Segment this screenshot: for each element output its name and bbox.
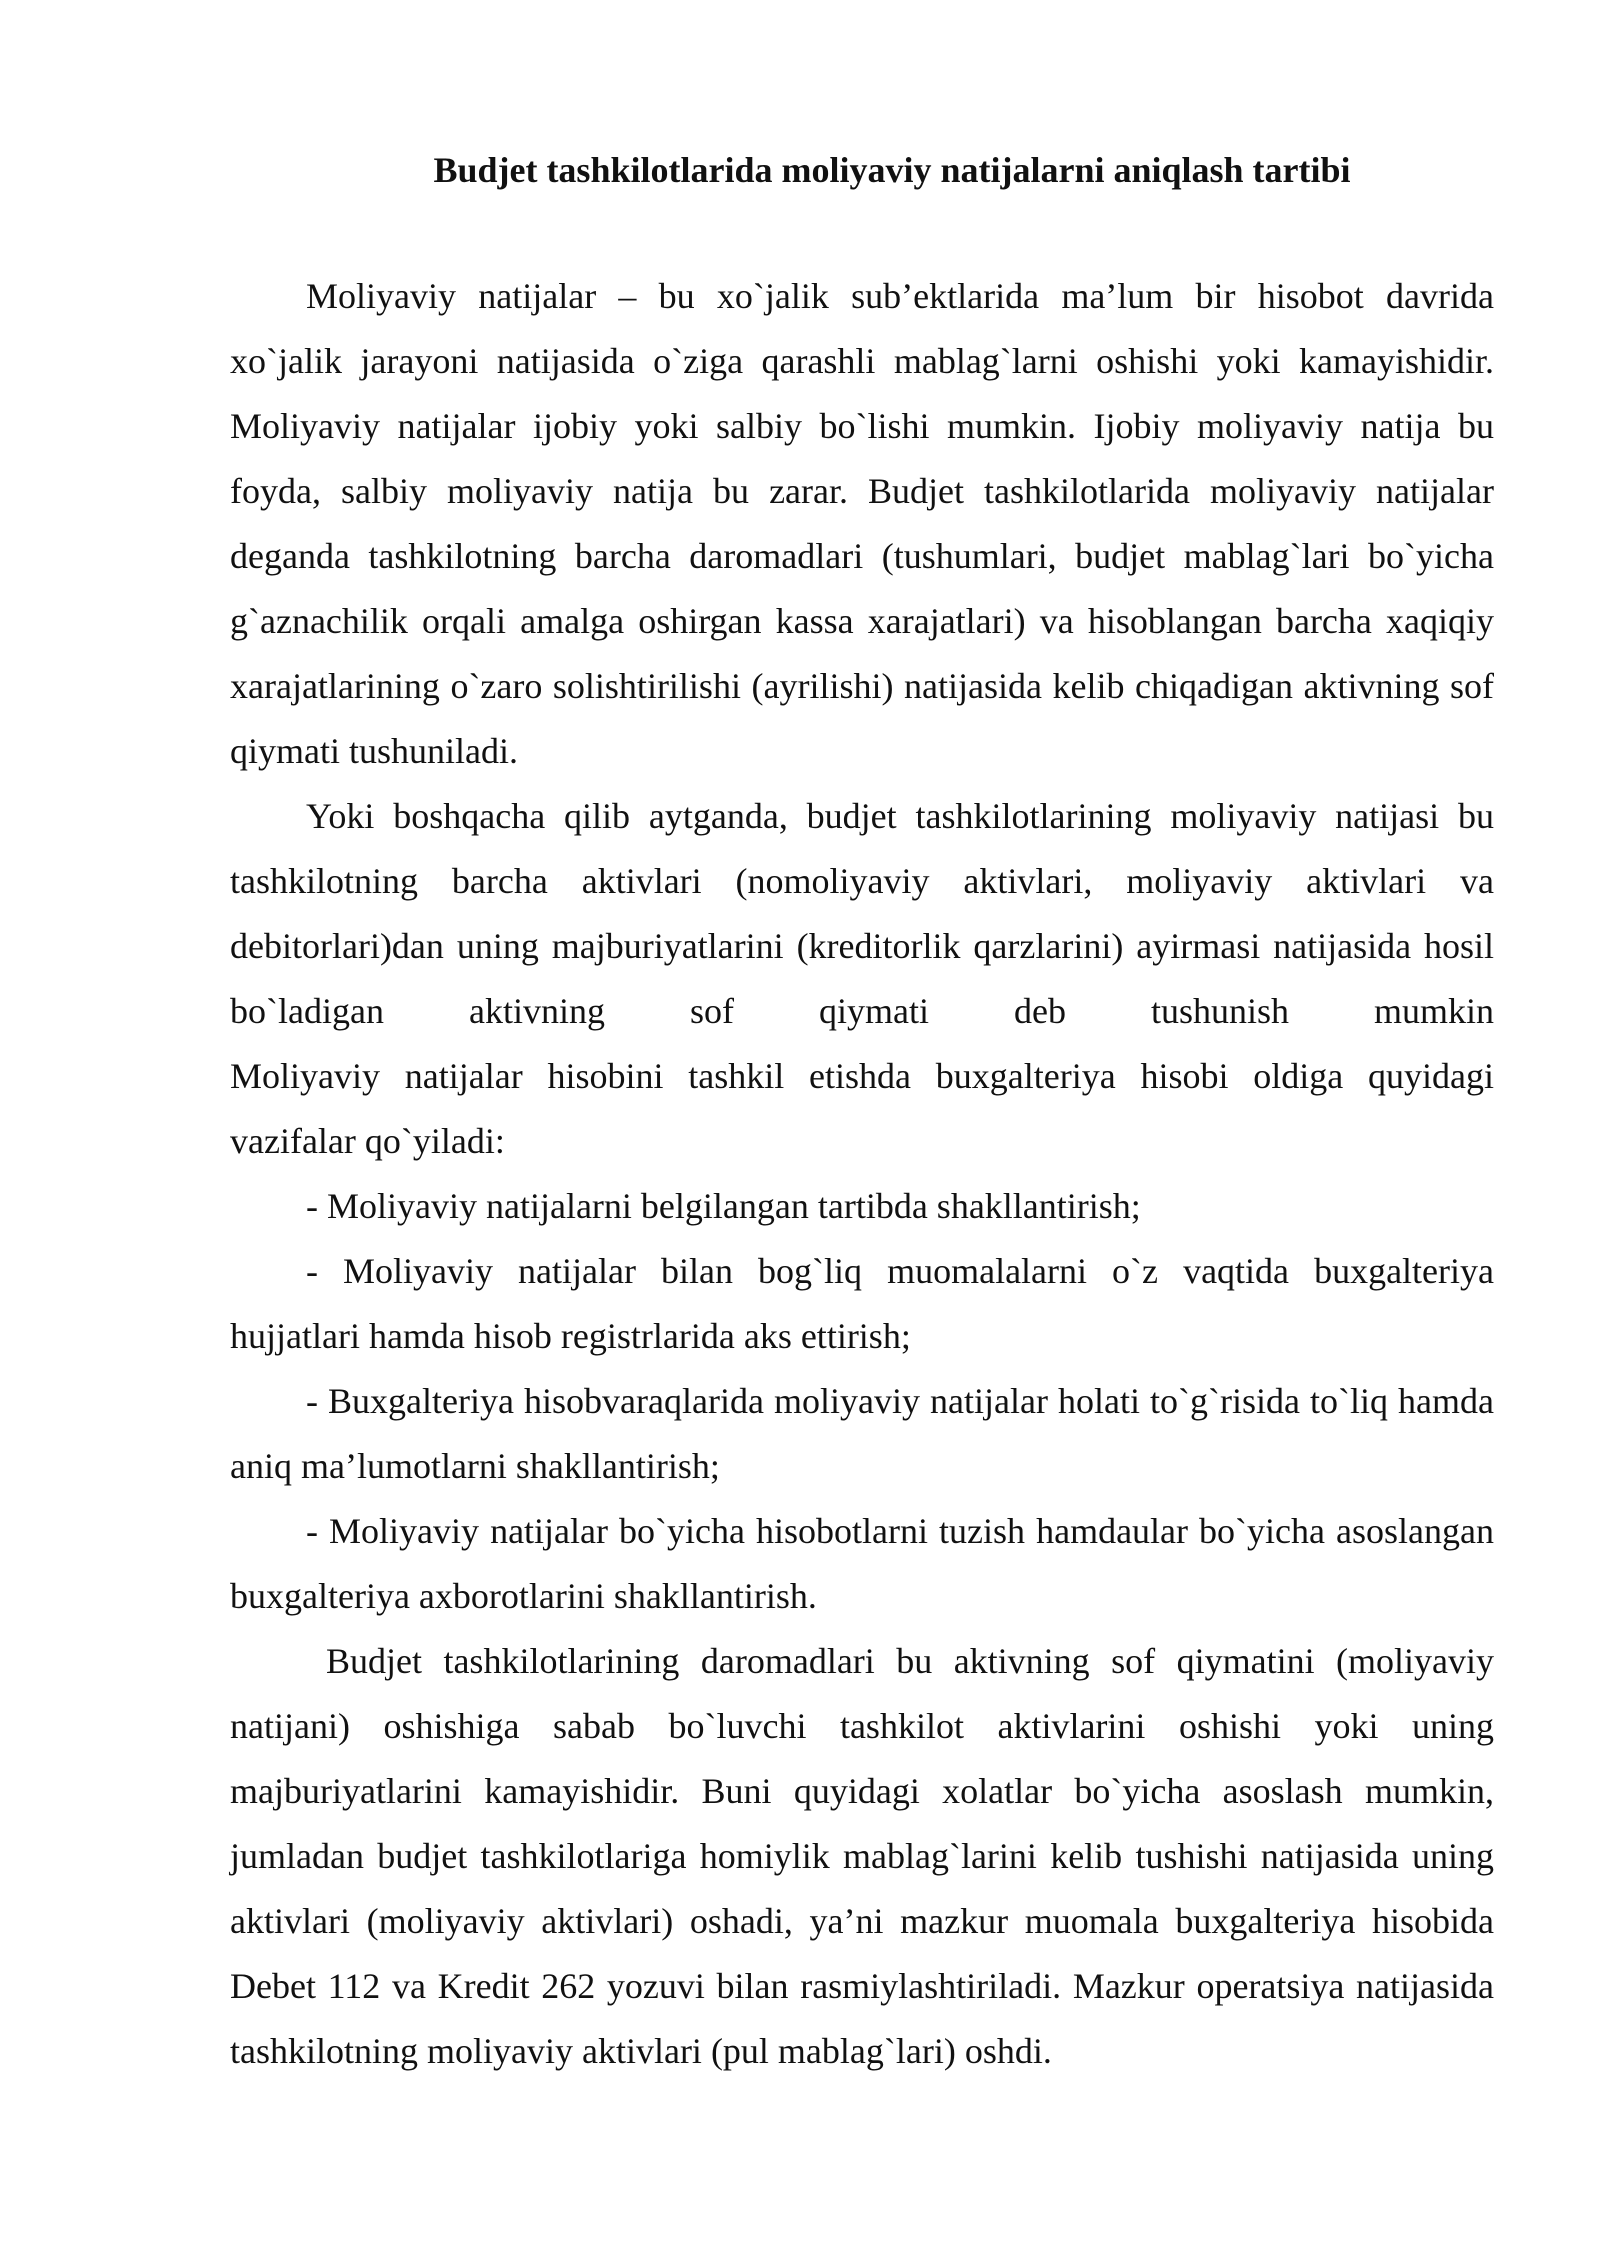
list-item-task-4: - Moliyaviy natijalar bo`yicha hisobotlarni tuzish hamdaular bo`yicha asoslangan buxgalteriya axborotlarini shakllantirish. (230, 1511, 1494, 1616)
paragraph-definition: Moliyaviy natijalar – bu xo`jalik sub’ektlarida ma’lum bir hisobot davrida xo`jalik jarayoni natijasida o`ziga qarashli mablag`larni oshishi yoki kamayishidir. Moliyaviy natijalar ijobiy yoki salbiy bo`lishi mumkin. Ijobiy moliyaviy natija bu foyda, salbiy moliyaviy natija bu zarar. Budjet tashkilotlarida moliyaviy natijalar deganda tashkilotning barcha daromadlari (tushumlari, budjet mablag`lari bo`yicha g`aznachilik orqali amalga oshirgan kassa xarajatlari) va hisoblangan barcha xaqiqiy xarajatlarining o`zaro solishtirilishi (ayrilishi) natijasida kelib chiqadigan aktivning sof qiymati tushuniladi. (230, 276, 1494, 771)
paragraph-tasks-intro: Moliyaviy natijalar hisobini tashkil etishda buxgalteriya hisobi oldiga quyidagi vazifalar qo`yiladi: (230, 1056, 1494, 1161)
paragraph-revenues: Budjet tashkilotlarining daromadlari bu aktivning sof qiymatini (moliyaviy natijani) oshishiga sabab bo`luvchi tashkilot aktivlarini oshishi yoki uning majburiyatlarini kamayishidir. Buni quyidagi xolatlar bo`yicha asoslash mumkin, jumladan budjet tashkilotlariga homiylik mablag`larini kelib tushishi natijasida uning aktivlari (moliyaviy aktivlari) oshadi, ya’ni mazkur muomala buxgalteriya hisobida Debet 112 va Kredit 262 yozuvi bilan rasmiylashtiriladi. Mazkur operatsiya natijasida tashkilotning moliyaviy aktivlari (pul mablag`lari) oshdi. (230, 1641, 1494, 2071)
paragraph-alternative-definition: Yoki boshqacha qilib aytganda, budjet tashkilotlarining moliyaviy natijasi bu tashkilotning barcha aktivlari (nomoliyaviy aktivlari, moliyaviy aktivlari va debitorlari)dan uning majburiyatlarini (kreditorlik qarzlarini) ayirmasi natijasida hosil bo`ladigan aktivning sof qiymati deb tushunish mumkin (230, 796, 1494, 1031)
list-item-task-1: - Moliyaviy natijalarni belgilangan tartibda shakllantirish; (306, 1186, 1141, 1226)
list-item-task-3: - Buxgalteriya hisobvaraqlarida moliyaviy natijalar holati to`g`risida to`liq hamda aniq ma’lumotlarni shakllantirish; (230, 1381, 1494, 1486)
document-title: Budjet tashkilotlarida moliyaviy natijalarni aniqlash tartibi (433, 150, 1351, 190)
document-body (230, 140, 1494, 2084)
list-item-task-2: - Moliyaviy natijalar bilan bog`liq muomalalarni o`z vaqtida buxgalteriya hujjatlari hamda hisob registrlarida aks ettirish; (230, 1251, 1494, 1356)
